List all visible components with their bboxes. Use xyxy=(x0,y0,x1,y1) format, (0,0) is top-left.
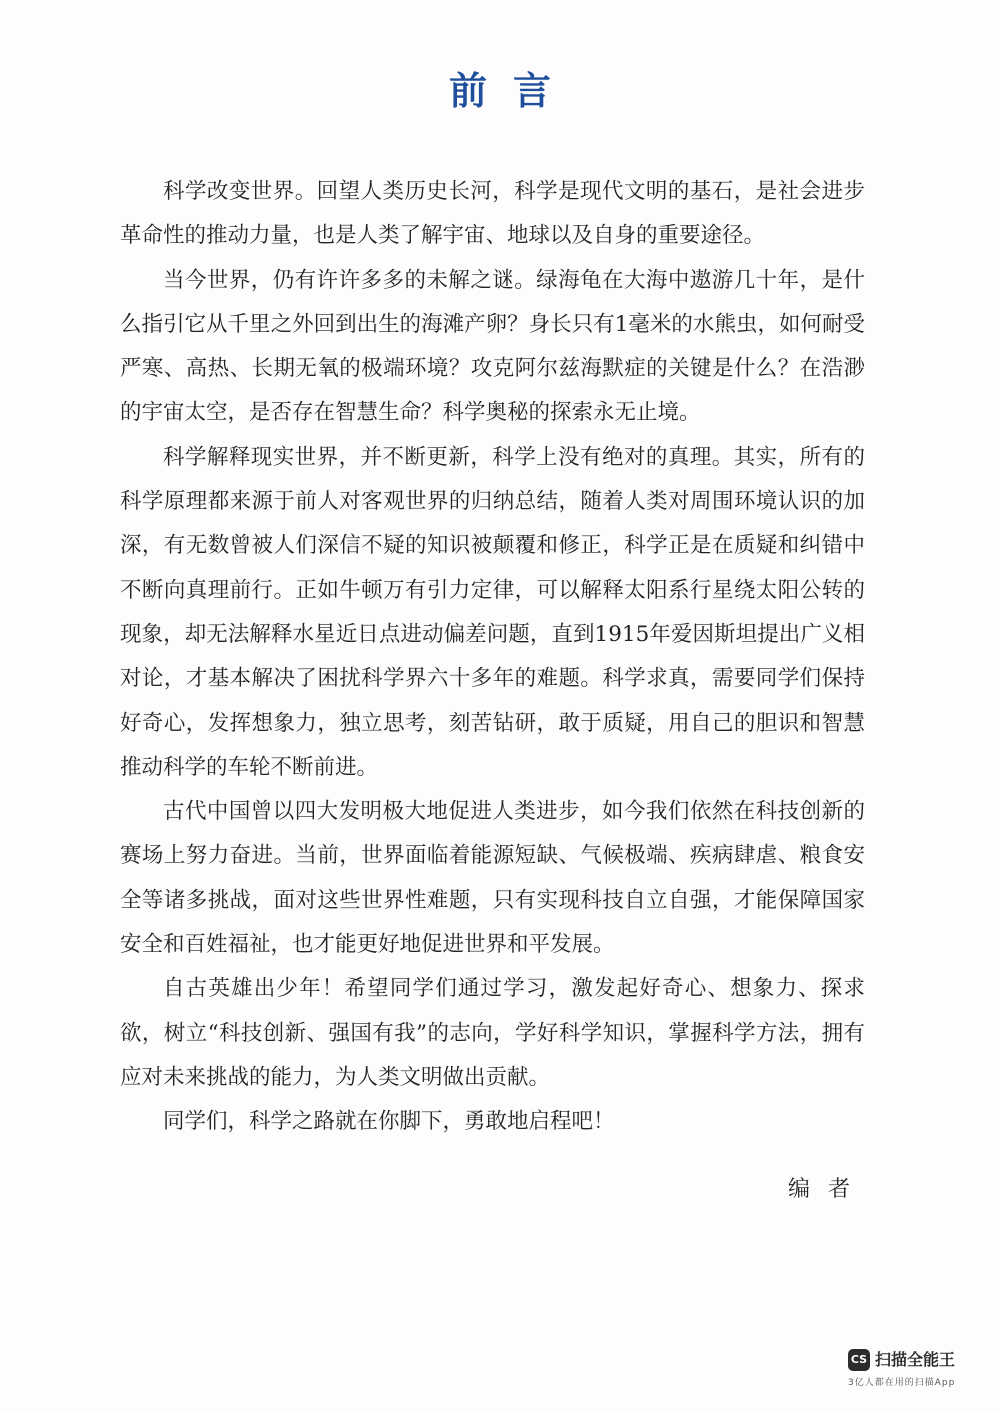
scanner-watermark xyxy=(848,1349,978,1395)
paragraph: 同学们，科学之路就在你脚下，勇敢地启程吧！ xyxy=(163,1109,615,1135)
paragraph: 自古英雄出少年！希望同学们通过学习，激发起好奇心、想象力、探求欲，树立“科技创新、强国有我”的志向，学好科学知识，掌握科学方法，拥有应对未来挑战的能力，为人类文明做出贡献。 xyxy=(120,976,865,1090)
signature: 编者 xyxy=(787,1177,868,1202)
preface-body xyxy=(120,170,865,1145)
paragraph: 科学改变世界。回望人类历史长河，科学是现代文明的基石，是社会进步革命性的推动力量，也是人类了解宇宙、地球以及自身的重要途径。 xyxy=(120,179,865,249)
paragraph: 古代中国曾以四大发明极大地促进人类进步，如今我们依然在科技创新的赛场上努力奋进。当前，世界面临着能源短缺、气候极端、疾病肆虐、粮食安全等诸多挑战，面对这些世界性难题，只有实现科技自立自强，才能保障国家安全和百姓福祉，也才能更好地促进世界和平发展。 xyxy=(120,799,865,958)
camscanner-logo-icon: CS xyxy=(848,1349,870,1371)
watermark-tagline: 3亿人都在用的扫描App xyxy=(848,1378,956,1388)
paragraph: 科学解释现实世界，并不断更新，科学上没有绝对的真理。其实，所有的科学原理都来源于前人对客观世界的归纳总结，随着人类对周围环境认识的加深，有无数曾被人们深信不疑的知识被颠覆和修正，科学正是在质疑和纠错中不断向真理前行。正如牛顿万有引力定律，可以解释太阳系行星绕太阳公转的现象，却无法解释水星近日点进动偏差问题，直到1915年爱因斯坦提出广义相对论，才基本解决了困扰科学界六十多年的难题。科学求真，需要同学们保持好奇心，发挥想象力，独立思考，刻苦钻研，敢于质疑，用自己的胆识和智慧推动科学的车轮不断前进。 xyxy=(120,444,865,780)
page-title: 前言 xyxy=(448,69,577,113)
paragraph: 当今世界，仍有许许多多的未解之谜。绿海龟在大海中遨游几十年，是什么指引它从千里之外回到出生的海滩产卵？身长只有1毫米的水熊虫，如何耐受严寒、高热、长期无氧的极端环境？攻克阿尔兹海默症的关键是什么？在浩渺的宇宙太空，是否存在智慧生命？科学奥秘的探索永无止境。 xyxy=(120,267,865,426)
watermark-app-name: 扫描全能王 xyxy=(875,1350,956,1369)
